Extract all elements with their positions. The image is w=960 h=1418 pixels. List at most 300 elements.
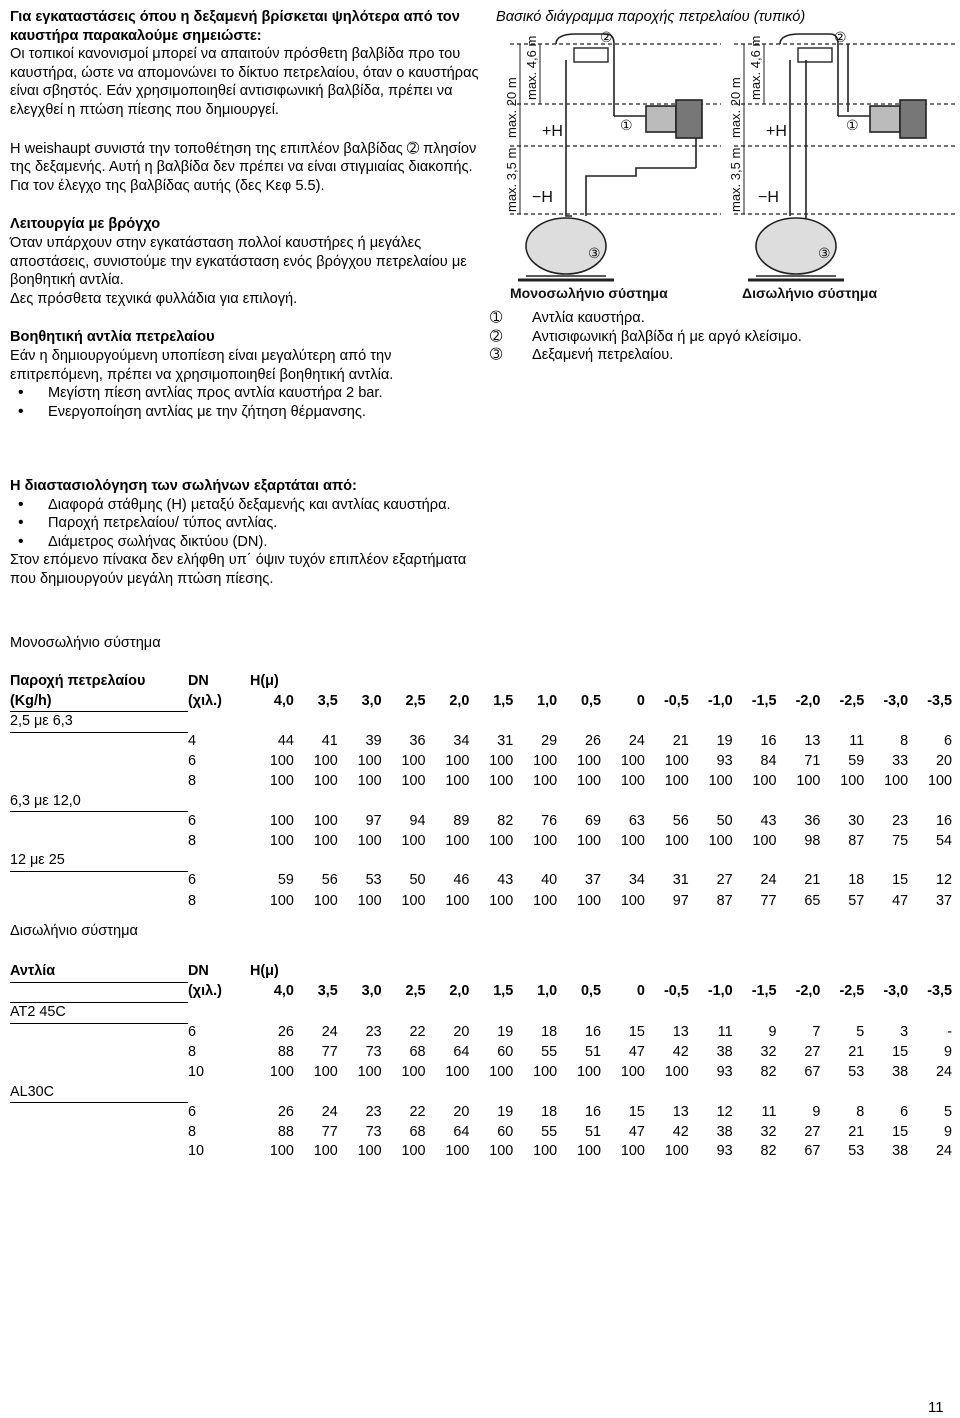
table-cell: 20 xyxy=(453,1103,470,1120)
table-cell: 32 xyxy=(760,1123,777,1140)
table-cell: 43 xyxy=(760,812,777,829)
table-cell: 76 xyxy=(541,812,558,829)
table-cell: 16 xyxy=(760,733,777,750)
table-cell: 31 xyxy=(497,733,514,750)
table-cell: 22 xyxy=(409,1103,426,1120)
table-cell: 100 xyxy=(445,832,470,849)
table-cell: 11 xyxy=(717,1024,733,1041)
table-cell: 12 xyxy=(716,1103,733,1120)
table-cell: 100 xyxy=(620,892,645,909)
table-cell: 77 xyxy=(321,1123,338,1140)
two-pipe-label: Δισωλήνιο σύστημα xyxy=(742,285,878,301)
table-cell: 93 xyxy=(716,1063,733,1080)
table-cell: 93 xyxy=(716,753,733,770)
table-cell: 68 xyxy=(409,1123,426,1140)
circled-two-icon: ➁ xyxy=(406,140,420,157)
table-cell: 100 xyxy=(533,832,558,849)
dn-head: DN xyxy=(188,963,209,979)
table-cell: 19 xyxy=(716,733,733,750)
table-row xyxy=(10,772,952,792)
table-cell: 100 xyxy=(401,1063,426,1080)
single-max20-label: max. 20 m xyxy=(504,77,519,138)
table-cell: 26 xyxy=(277,1103,294,1120)
group-label: AL30C xyxy=(10,1083,188,1103)
table-cell: 60 xyxy=(497,1123,514,1140)
table-cell: 53 xyxy=(848,1063,865,1080)
table-cell: 100 xyxy=(445,1063,470,1080)
table-cell: 77 xyxy=(321,1044,338,1061)
table-cell: 84 xyxy=(760,753,777,770)
p3-title: Λειτουργία με βρόγχο xyxy=(10,216,161,233)
table-cell: 100 xyxy=(489,772,514,789)
table-cell: 16 xyxy=(584,1024,601,1041)
group-label-row xyxy=(10,792,952,812)
height-value: -2,0 xyxy=(795,983,821,1000)
table-cell: 97 xyxy=(672,892,689,909)
height-value: -2,5 xyxy=(839,692,865,709)
table-cell: 13 xyxy=(672,1024,689,1041)
table-cell: 47 xyxy=(892,892,909,909)
height-value: 2,5 xyxy=(405,983,426,1000)
table-cell: 21 xyxy=(672,733,689,750)
table-cell: 100 xyxy=(269,892,294,909)
table-cell: 24 xyxy=(628,733,645,750)
height-value: -1,5 xyxy=(751,983,777,1000)
table-cell: 100 xyxy=(401,1143,426,1160)
table-cell: 100 xyxy=(576,772,601,789)
empty-cell xyxy=(10,1063,188,1083)
height-value: 1,0 xyxy=(537,692,558,709)
table-cell: 21 xyxy=(848,1044,865,1061)
table-cell: 3 xyxy=(900,1024,909,1041)
table-cell: 100 xyxy=(401,892,426,909)
table-cell: 18 xyxy=(848,872,865,889)
table-cell: 100 xyxy=(357,772,382,789)
empty-cell xyxy=(10,1123,188,1143)
table-cell: 100 xyxy=(401,772,426,789)
table-cell: 100 xyxy=(269,832,294,849)
table-cell: 15 xyxy=(892,872,909,889)
empty-cell xyxy=(10,732,188,752)
table-header-row xyxy=(10,982,952,1003)
table-cell: 7 xyxy=(812,1024,821,1041)
dn-unit: (χιλ.) xyxy=(188,983,222,1000)
table-cell: 36 xyxy=(804,812,821,829)
table-cell: 56 xyxy=(672,812,689,829)
empty-cell xyxy=(10,1023,188,1043)
table-cell: 55 xyxy=(541,1044,558,1061)
table-cell: 27 xyxy=(804,1044,821,1061)
table-cell: 9 xyxy=(943,1123,952,1140)
table-cell: 23 xyxy=(365,1024,382,1041)
table-cell: 100 xyxy=(313,892,338,909)
dn-value: 8 xyxy=(188,1123,197,1140)
empty-cell xyxy=(10,812,188,832)
diagram-legend xyxy=(490,309,950,365)
table-head-label: Παροχή πετρελαίου xyxy=(10,673,146,689)
dn-value: 6 xyxy=(188,753,197,770)
table-cell: 6 xyxy=(900,1103,909,1120)
height-value: -3,0 xyxy=(883,692,909,709)
table-cell: 15 xyxy=(628,1103,645,1120)
height-value: -0,5 xyxy=(663,692,689,709)
group-label: 12 με 25 xyxy=(10,851,188,871)
p3-text: Όταν υπάρχουν στην εγκατάσταση πολλοί καυστήρες ή μεγάλες αποστάσεις, συνιστούμε την εγκατάσταση ενός βρόγχου πετρελαίου με βοηθητική αντλία. xyxy=(10,234,467,289)
table-cell: 100 xyxy=(533,1143,558,1160)
table-cell: 27 xyxy=(716,872,733,889)
table-row xyxy=(10,1043,952,1063)
table-cell: 68 xyxy=(409,1044,426,1061)
table-cell: 34 xyxy=(628,872,645,889)
diagram-title: Βασικό διάγραμμα παροχής πετρελαίου (τυπικό) xyxy=(496,9,806,25)
table-cell: 100 xyxy=(401,832,426,849)
table-cell: 43 xyxy=(497,872,514,889)
dn-value: 10 xyxy=(188,1143,205,1160)
sizing-note: Στον επόμενο πίνακα δεν ελήφθη υπ΄ όψιν τυχόν επιπλέον εξαρτήματα που δημιουργούν μεγάλη πτώση πίεσης. xyxy=(10,552,467,587)
sizing-bullet-1: • Διαφορά στάθμης (Η) μεταξύ δεξαμενής και αντλίας καυστήρα. xyxy=(10,496,480,515)
table-cell: 100 xyxy=(620,1143,645,1160)
table-cell: 100 xyxy=(664,772,689,789)
table-cell: 100 xyxy=(357,1143,382,1160)
dn-unit: (χιλ.) xyxy=(188,692,222,709)
table-head-unit: (Kg/h) xyxy=(10,692,188,712)
p3-text2: Δες πρόσθετα τεχνικά φυλλάδια για επιλογή. xyxy=(10,290,298,307)
table-cell: 42 xyxy=(672,1123,689,1140)
table-cell: 100 xyxy=(533,753,558,770)
table-cell: 11 xyxy=(761,1103,777,1120)
table-cell: 9 xyxy=(768,1024,777,1041)
legend-item xyxy=(490,328,950,347)
table-header-row xyxy=(10,962,952,982)
table-cell: 46 xyxy=(453,872,470,889)
table-cell: 24 xyxy=(760,872,777,889)
table-cell: 100 xyxy=(576,1143,601,1160)
table-cell: 37 xyxy=(584,872,601,889)
table-head-label: Αντλία xyxy=(10,962,188,982)
table-cell: 100 xyxy=(489,1063,514,1080)
single-minus-h-label: −H xyxy=(532,189,553,206)
table-cell: 100 xyxy=(533,892,558,909)
group-label: 2,5 με 6,3 xyxy=(10,712,188,733)
table-row xyxy=(10,812,952,832)
circled-one-icon: ➀ xyxy=(490,310,503,326)
table-cell: 100 xyxy=(269,1063,294,1080)
table-cell: 88 xyxy=(277,1044,294,1061)
empty-cell xyxy=(10,772,188,792)
height-value: 4,0 xyxy=(273,692,294,709)
dn-value: 6 xyxy=(188,1024,197,1041)
table1-title: Μονοσωλήνιο σύστημα xyxy=(10,635,161,651)
left-column xyxy=(10,8,480,421)
table-cell: 64 xyxy=(453,1044,470,1061)
table-row xyxy=(10,752,952,772)
table-cell: 9 xyxy=(943,1044,952,1061)
dn-value: 10 xyxy=(188,1063,205,1080)
empty-cell xyxy=(10,1043,188,1063)
table-cell: 16 xyxy=(584,1103,601,1120)
p4-bullet-2: • Ενεργοποίηση αντλίας με την ζήτηση θέρμανσης. xyxy=(10,403,480,422)
table-cell: 41 xyxy=(321,733,338,750)
two-pipe-table xyxy=(10,962,952,1162)
table-cell: 47 xyxy=(628,1123,645,1140)
table-cell: 71 xyxy=(804,753,821,770)
table-cell: 29 xyxy=(541,733,558,750)
table-cell: 21 xyxy=(848,1123,865,1140)
height-value: -3,5 xyxy=(927,692,952,709)
table-cell: 60 xyxy=(497,1044,514,1061)
circled-two-icon: ➁ xyxy=(490,328,503,345)
empty-cell xyxy=(188,851,952,871)
p4-text: Εάν η δημιουργούμενη υποπίεση είναι μεγαλύτερη από την επιτρεπόμενη, πρέπει να χρησιμοποιηθεί βοηθητική αντλία. xyxy=(10,347,394,383)
table-cell: 100 xyxy=(357,832,382,849)
table-row xyxy=(10,832,952,852)
oil-supply-diagram xyxy=(496,26,960,306)
table-cell: 44 xyxy=(277,733,294,750)
single-plus-h-label: +H xyxy=(542,123,563,140)
height-value: 4,0 xyxy=(273,983,294,1000)
single-max35-label: max. 3,5 m xyxy=(504,147,519,212)
table-cell: 51 xyxy=(584,1123,601,1140)
p2-text-a: Η weishaupt συνιστά την τοποθέτηση της επιπλέον βαλβίδας xyxy=(10,140,403,157)
dn-value: 6 xyxy=(188,1103,197,1120)
page-number: 11 xyxy=(928,1399,944,1416)
table-cell: 33 xyxy=(892,753,909,770)
table-cell: 100 xyxy=(664,753,689,770)
dn-value: 8 xyxy=(188,892,197,909)
table-cell: 6 xyxy=(943,733,952,750)
table-cell: 100 xyxy=(269,1143,294,1160)
table-row xyxy=(10,1123,952,1143)
table-cell: 100 xyxy=(489,1143,514,1160)
table-cell: 100 xyxy=(533,772,558,789)
table-cell: 30 xyxy=(848,812,865,829)
table-cell: 82 xyxy=(760,1143,777,1160)
table-cell: 11 xyxy=(849,733,865,750)
table-cell: 42 xyxy=(672,1044,689,1061)
height-value: 2,5 xyxy=(405,692,426,709)
table-cell: 18 xyxy=(541,1103,558,1120)
table-row xyxy=(10,1142,952,1162)
table-cell: 38 xyxy=(716,1123,733,1140)
height-value: 3,5 xyxy=(317,692,338,709)
table-header-row xyxy=(10,692,952,712)
table-cell: 97 xyxy=(365,812,382,829)
height-value: 0 xyxy=(636,983,645,1000)
height-value: -0,5 xyxy=(663,983,689,1000)
height-value: -1,0 xyxy=(707,983,733,1000)
table-cell: 100 xyxy=(576,1063,601,1080)
table-cell: 5 xyxy=(856,1024,865,1041)
table-cell: 100 xyxy=(576,753,601,770)
table-cell: 18 xyxy=(541,1024,558,1041)
single-valve-marker: ② xyxy=(600,29,613,45)
table-cell: 12 xyxy=(935,872,952,889)
single-tank-marker: ③ xyxy=(588,245,601,261)
table-cell: 24 xyxy=(935,1143,952,1160)
table-cell: 100 xyxy=(313,832,338,849)
table-cell: 88 xyxy=(277,1123,294,1140)
empty-cell xyxy=(10,871,188,891)
table-cell: 73 xyxy=(365,1044,382,1061)
table-cell: 8 xyxy=(900,733,909,750)
height-value: 1,0 xyxy=(537,983,558,1000)
table-head-unit xyxy=(10,982,188,1003)
table-cell: 50 xyxy=(409,872,426,889)
table-cell: 82 xyxy=(760,1063,777,1080)
table-cell: 13 xyxy=(804,733,821,750)
table-row xyxy=(10,1063,952,1083)
single-max46-label: max. 4,6 m xyxy=(524,35,539,100)
p1-text: Οι τοπικοί κανονισμοί μπορεί να απαιτούν πρόσθετη βαλβίδα προ του καυστήρα, ώστε να απομονώνει το δίκτυο πετρελαίου, όταν ο καυστήρας είναι σβηστός. Εάν χρησιμοποιηθεί αντισιφωνική βαλβίδα, πρέπει να ελεγχθεί η πτώση πίεσης που δημιουργεί. xyxy=(10,46,479,118)
table-cell: 100 xyxy=(708,832,733,849)
legend-item xyxy=(490,346,950,365)
table-cell: 26 xyxy=(277,1024,294,1041)
table-cell: 100 xyxy=(664,1143,689,1160)
height-value: -3,5 xyxy=(927,983,952,1000)
table-cell: 36 xyxy=(409,733,426,750)
empty-cell xyxy=(188,792,952,812)
table-cell: 100 xyxy=(313,772,338,789)
empty-cell xyxy=(10,832,188,852)
table-cell: 65 xyxy=(804,892,821,909)
table-cell: 38 xyxy=(892,1063,909,1080)
dn-value: 8 xyxy=(188,832,197,849)
table-cell: 100 xyxy=(357,892,382,909)
group-label-row xyxy=(10,851,952,871)
height-value: 3,0 xyxy=(361,983,382,1000)
table-cell: 53 xyxy=(365,872,382,889)
group-label-row xyxy=(10,712,952,733)
height-value: -1,5 xyxy=(751,692,777,709)
table-row xyxy=(10,892,952,912)
table-cell: 23 xyxy=(892,812,909,829)
dn-value: 6 xyxy=(188,812,197,829)
legend-text: Αντισιφωνική βαλβίδα ή με αργό κλείσιμο. xyxy=(532,328,802,345)
table-cell: 100 xyxy=(489,753,514,770)
table2-title: Δισωλήνιο σύστημα xyxy=(10,923,138,939)
table-row xyxy=(10,732,952,752)
table-cell: 59 xyxy=(848,753,865,770)
group-label-row xyxy=(10,1003,952,1024)
table-cell: 100 xyxy=(445,772,470,789)
table-cell: 23 xyxy=(365,1103,382,1120)
height-value: -3,0 xyxy=(883,983,909,1000)
table-cell: 82 xyxy=(497,812,514,829)
p1-title: Για εγκαταστάσεις όπου η δεξαμενή βρίσκεται ψηλότερα από τον καυστήρα παρακαλούμε σημειώστε: xyxy=(10,9,460,44)
table-cell: 100 xyxy=(445,753,470,770)
table-cell: 100 xyxy=(313,1063,338,1080)
single-pipe-table xyxy=(10,672,952,911)
height-head: Η(μ) xyxy=(250,963,279,979)
table-cell: 100 xyxy=(620,832,645,849)
dn-value: 8 xyxy=(188,1044,197,1061)
two-pump-marker: ① xyxy=(846,117,859,133)
empty-cell xyxy=(188,712,952,733)
table-cell: 31 xyxy=(672,872,689,889)
table-cell: - xyxy=(947,1024,952,1041)
single-pump-marker: ① xyxy=(620,117,633,133)
dn-head: DN xyxy=(188,673,209,689)
height-value: 3,0 xyxy=(361,692,382,709)
table-cell: 100 xyxy=(664,832,689,849)
empty-cell xyxy=(10,1103,188,1123)
table-cell: 100 xyxy=(620,753,645,770)
table-cell: 15 xyxy=(892,1044,909,1061)
table-cell: 100 xyxy=(445,1143,470,1160)
height-value: -2,5 xyxy=(839,983,865,1000)
table-cell: 34 xyxy=(453,733,470,750)
sizing-bullet-2: • Παροχή πετρελαίου/ τύπος αντλίας. xyxy=(10,514,480,533)
table-cell: 67 xyxy=(804,1063,821,1080)
table-cell: 100 xyxy=(313,812,338,829)
single-pipe-label: Μονοσωλήνιο σύστημα xyxy=(510,285,668,301)
table-cell: 16 xyxy=(935,812,952,829)
table-cell: 89 xyxy=(453,812,470,829)
height-value: 0,5 xyxy=(580,692,601,709)
table-cell: 87 xyxy=(848,832,865,849)
legend-text: Αντλία καυστήρα. xyxy=(532,310,645,326)
table-cell: 100 xyxy=(269,812,294,829)
table-cell: 100 xyxy=(269,772,294,789)
p4-title: Βοηθητική αντλία πετρελαίου xyxy=(10,329,215,346)
height-value: 3,5 xyxy=(317,983,338,1000)
table-cell: 100 xyxy=(927,772,952,789)
table-cell: 98 xyxy=(804,832,821,849)
empty-cell xyxy=(188,1003,952,1024)
empty-cell xyxy=(188,1083,952,1103)
table-cell: 47 xyxy=(628,1044,645,1061)
table-cell: 27 xyxy=(804,1123,821,1140)
height-value: -1,0 xyxy=(707,692,733,709)
table-cell: 24 xyxy=(321,1024,338,1041)
table-cell: 100 xyxy=(533,1063,558,1080)
table-cell: 9 xyxy=(812,1103,821,1120)
table-cell: 100 xyxy=(489,832,514,849)
table-cell: 100 xyxy=(445,892,470,909)
table-cell: 13 xyxy=(672,1103,689,1120)
dn-value: 8 xyxy=(188,772,197,789)
table-cell: 100 xyxy=(620,772,645,789)
table-cell: 100 xyxy=(313,753,338,770)
height-value: 1,5 xyxy=(493,692,514,709)
table-cell: 64 xyxy=(453,1123,470,1140)
table-cell: 57 xyxy=(848,892,865,909)
table-cell: 8 xyxy=(856,1103,865,1120)
two-valve-marker: ② xyxy=(834,29,847,45)
table-cell: 51 xyxy=(584,1044,601,1061)
table-cell: 67 xyxy=(804,1143,821,1160)
table-cell: 59 xyxy=(277,872,294,889)
table-cell: 100 xyxy=(313,1143,338,1160)
two-plus-h-label: +H xyxy=(766,123,787,140)
table-cell: 100 xyxy=(664,1063,689,1080)
table-cell: 94 xyxy=(409,812,426,829)
table-cell: 100 xyxy=(796,772,821,789)
table-cell: 100 xyxy=(357,753,382,770)
empty-cell xyxy=(10,1142,188,1162)
table-cell: 21 xyxy=(804,872,821,889)
dn-value: 4 xyxy=(188,733,197,750)
group-label-row xyxy=(10,1083,952,1103)
table-header-row xyxy=(10,672,952,692)
table-cell: 38 xyxy=(716,1044,733,1061)
two-max46-label: max. 4,6 m xyxy=(748,35,763,100)
empty-cell xyxy=(10,892,188,912)
sizing-title: Η διαστασιολόγηση των σωλήνων εξαρτάται από: xyxy=(10,478,357,494)
table-cell: 26 xyxy=(584,733,601,750)
height-value: 2,0 xyxy=(449,692,470,709)
table-cell: 50 xyxy=(716,812,733,829)
